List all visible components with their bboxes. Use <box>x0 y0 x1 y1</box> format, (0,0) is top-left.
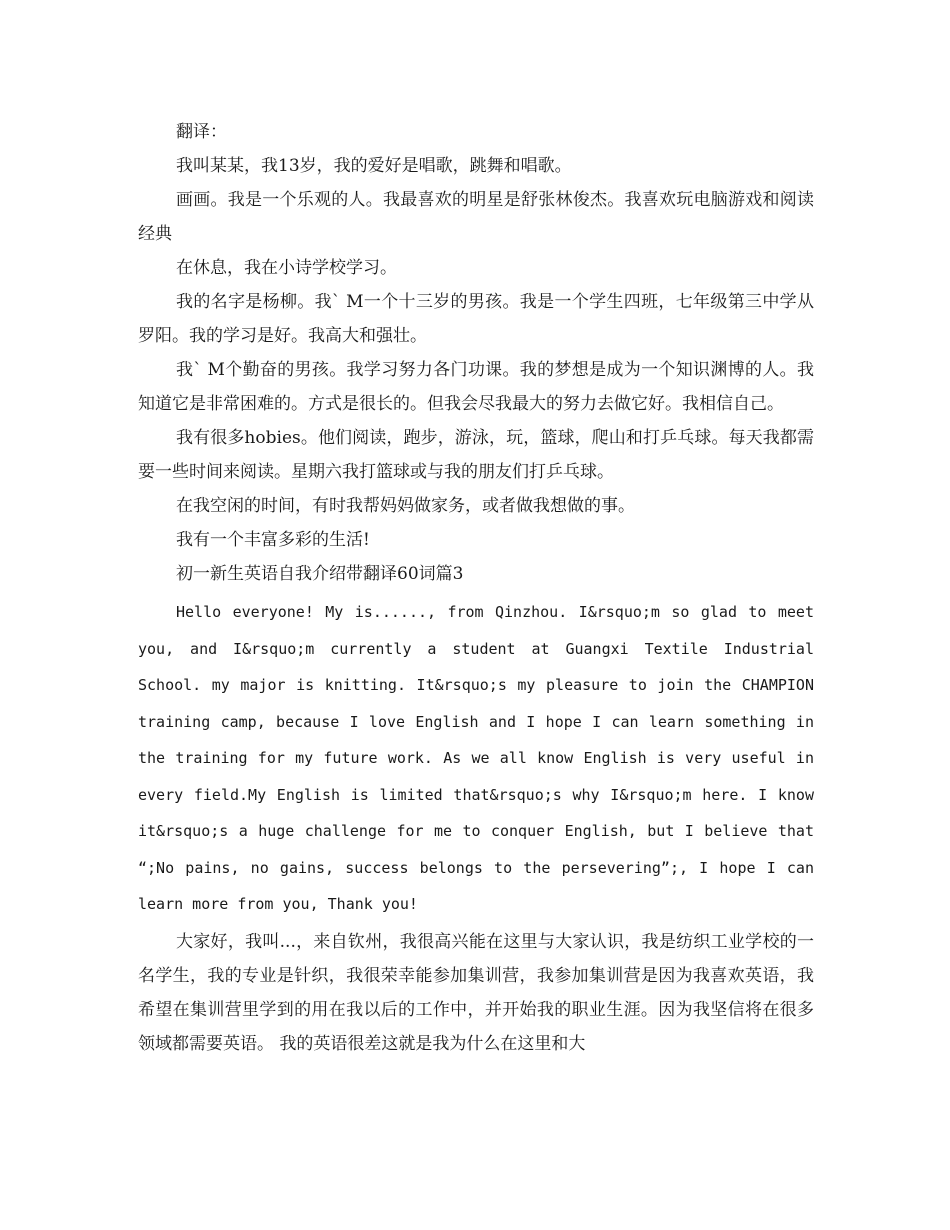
section-title: 初一新生英语自我介绍带翻译60词篇3 <box>176 564 464 584</box>
paragraph: 我` M个勤奋的男孩。我学习努力各门功课。我的梦想是成为一个知识渊博的人。我知道它是非常困难的。方式是很长的。但我会尽我最大的努力去做它好。我相信自己。 <box>138 360 814 414</box>
paragraph: 画画。我是一个乐观的人。我最喜欢的明星是舒张林俊杰。我喜欢玩电脑游戏和阅读经典 <box>138 190 814 244</box>
paragraph: 在休息，我在小诗学校学习。 <box>176 258 397 278</box>
document-page <box>138 115 814 1061</box>
closing-paragraph: 大家好，我叫...，来自钦州，我很高兴能在这里与大家认识，我是纺织工业学校的一名学生，我的专业是针织，我很荣幸能参加集训营，我参加集训营是因为我喜欢英语，我希望在集训营里学到的用在我以后的工作中，并开始我的职业生涯。因为我坚信将在很多领域都需要英语。 我的英语很差这就是我为什么在这里和大 <box>138 931 814 1054</box>
paragraph: 我有一个丰富多彩的生活! <box>176 530 370 550</box>
paragraph: 我的名字是杨柳。我` M一个十三岁的男孩。我是一个学生四班，七年级第三中学从罗阳。我的学习是好。我高大和强壮。 <box>138 292 814 346</box>
paragraph: 我叫某某，我13岁，我的爱好是唱歌，跳舞和唱歌。 <box>176 156 572 176</box>
paragraph: 在我空闲的时间，有时我帮妈妈做家务，或者做我想做的事。 <box>176 496 635 516</box>
english-paragraph: Hello everyone! My is......, from Qinzhou. I&rsquo;m so glad to meet you, and I&rsquo;m currently a student at Guangxi Textile Industrial School. my major is knitting. It&rsquo;s my pleasure to join the CHAMPION training camp, because I love English and I hope I can learn something in the training for my future work. As we all know English is very useful in every field.My English is limited that&rsquo;s why I&rsquo;m here. I know it&rsquo;s a huge challenge for me to conquer English, but I believe that “;No pains, no gains, success belongs to the persevering”;, I hope I can learn more from you, Thank you! <box>138 603 814 913</box>
paragraph: 我有很多hobies。他们阅读，跑步，游泳，玩，篮球，爬山和打乒乓球。每天我都需要一些时间来阅读。星期六我打篮球或与我的朋友们打乒乓球。 <box>138 428 814 482</box>
paragraph-translation-heading: 翻译： <box>176 122 227 142</box>
